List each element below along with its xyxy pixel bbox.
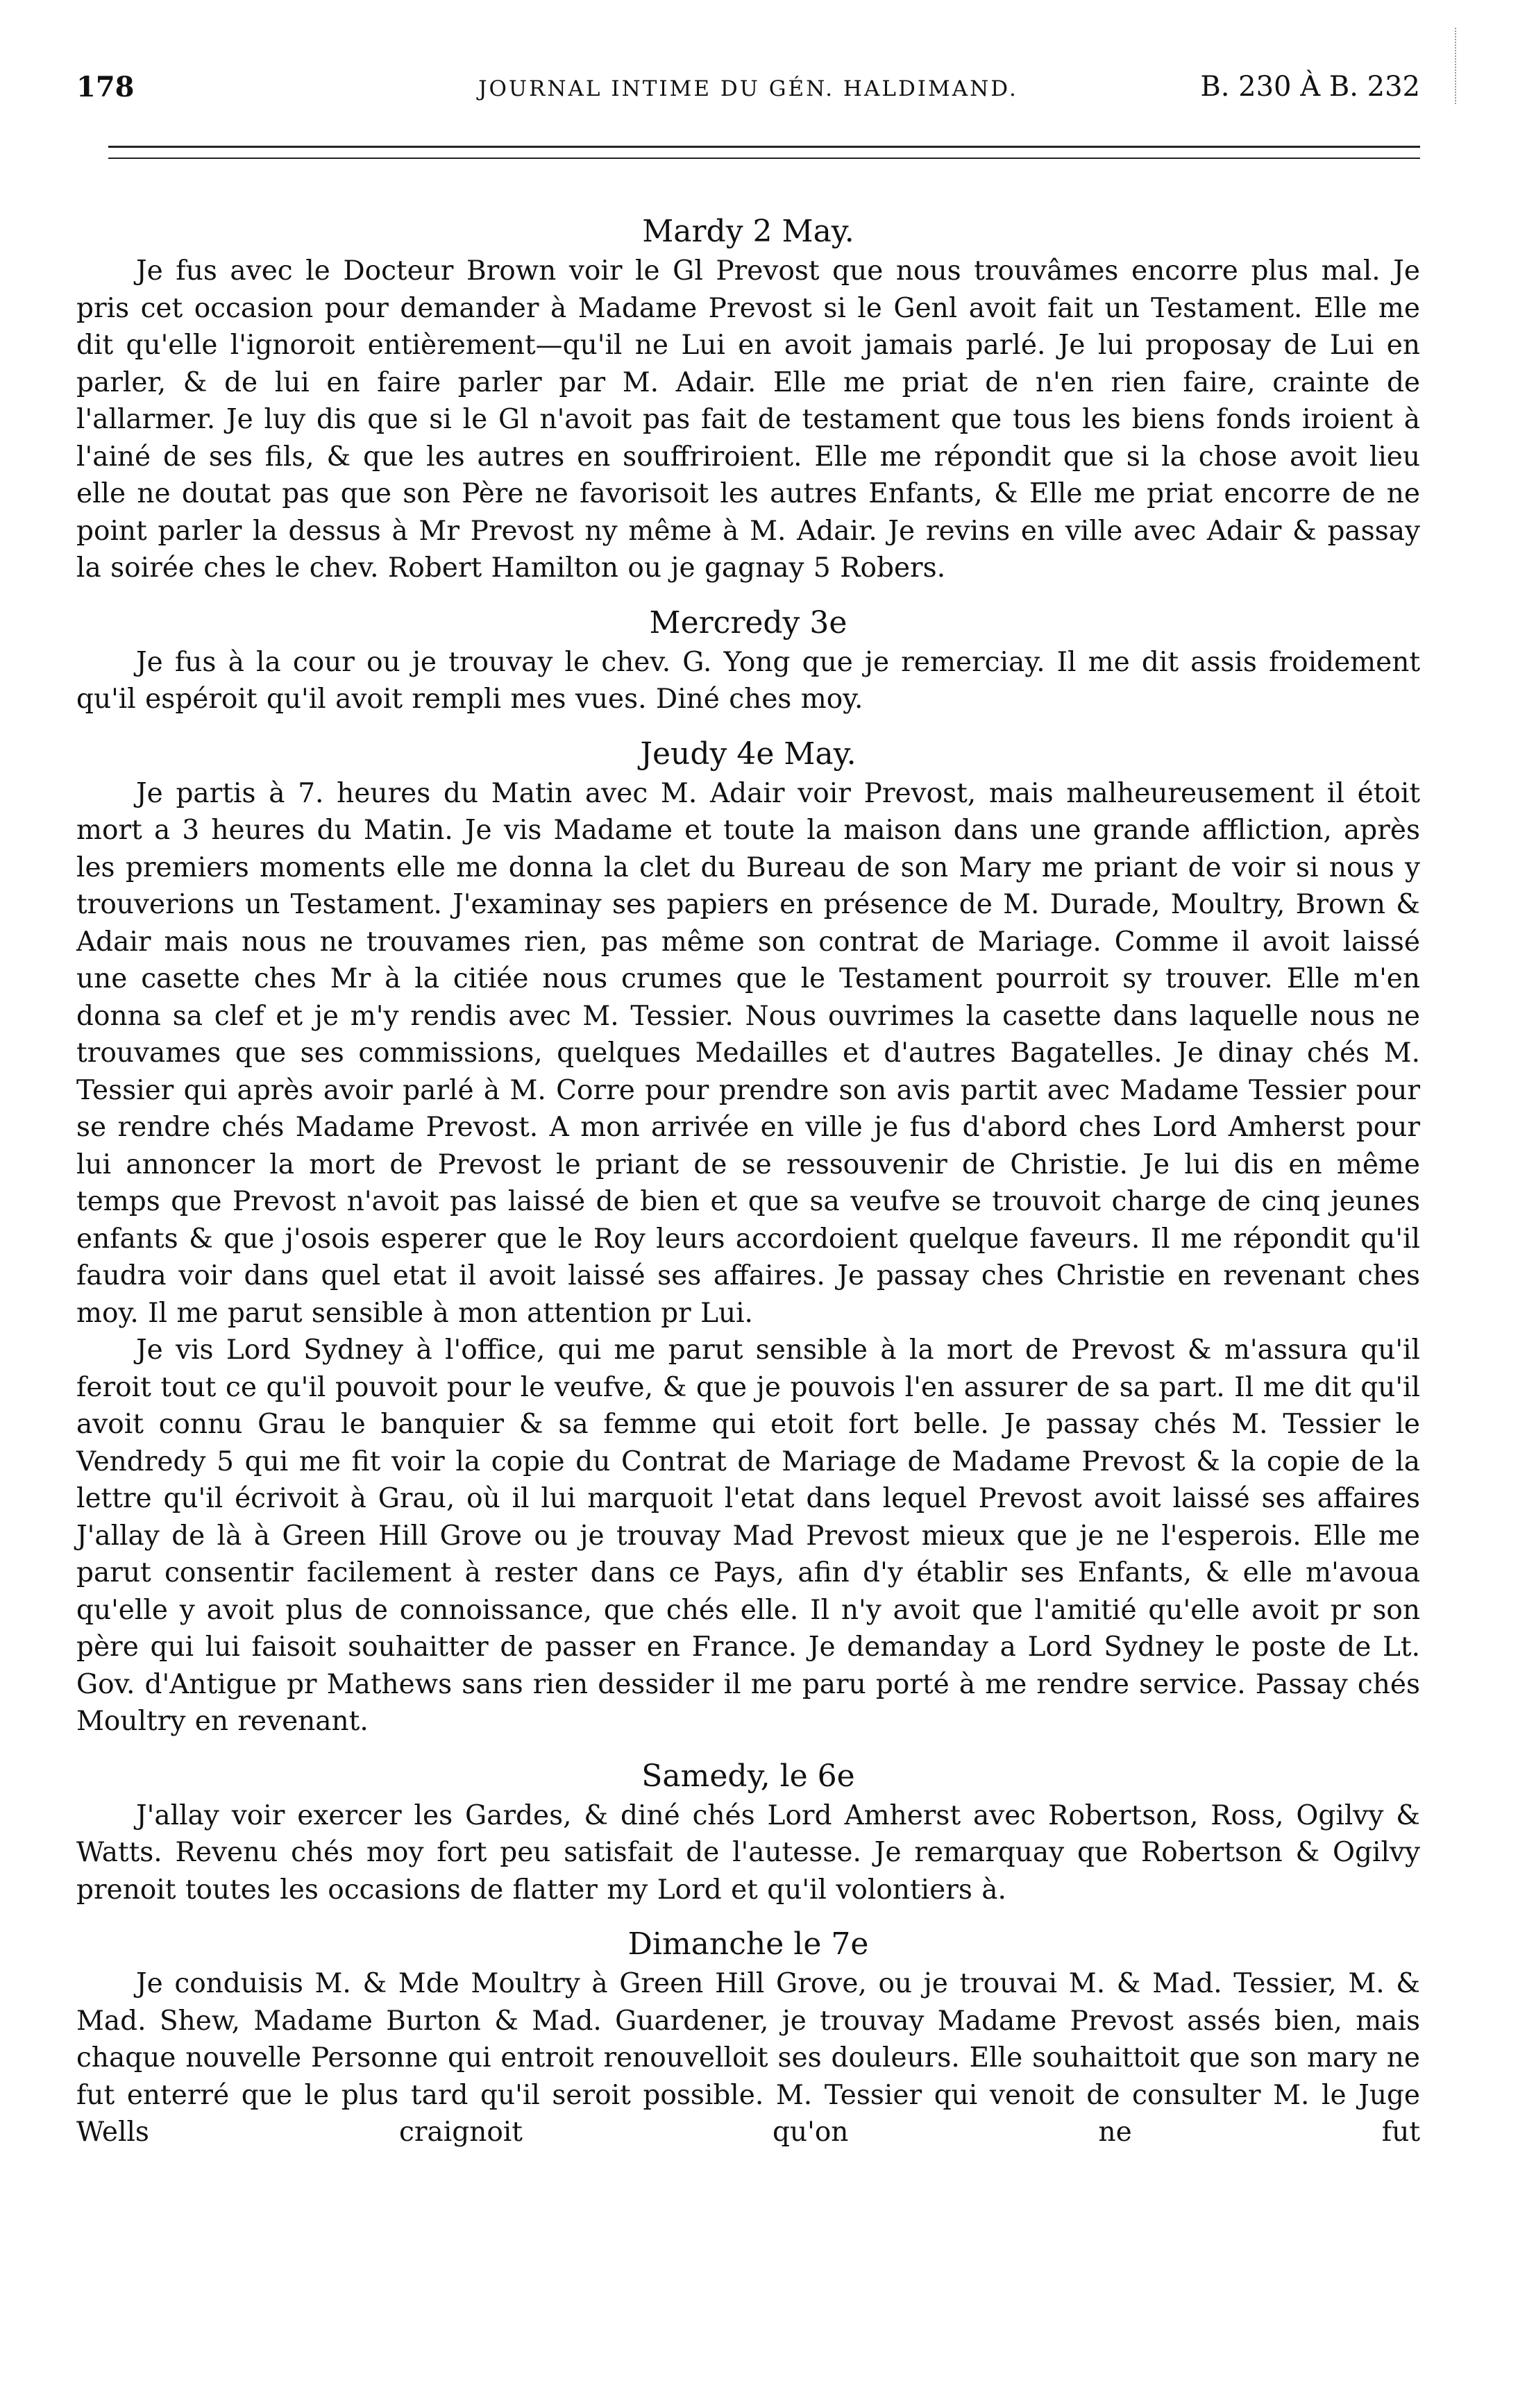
scan-edge-mark	[1455, 28, 1460, 104]
entry-date: Mercredy 3e	[649, 604, 847, 641]
entry-dimanche-7	[76, 1926, 1420, 2151]
document-reference: B. 230 À B. 232	[1200, 71, 1420, 103]
page-number: 178	[76, 71, 135, 103]
header-double-rule	[108, 146, 1420, 159]
entry-date: Samedy, le 6e	[641, 1758, 855, 1794]
entry-text: Je fus avec le Docteur Brown voir le Gl Prevost que nous trouvâmes encorre plus mal. Je pris cet occasion pour demander à Madame Prevost si le Genl avoit fait un Testament. Elle me dit qu'elle l'ignoroit entièrement—qu'il ne Lui en avoit jamais parlé. Je lui proposay de Lui en parler, & de lui en faire parler par M. Adair. Elle me priat de n'en rien faire, crainte de l'allarmer. Je luy dis que si le Gl n'avoit pas fait de testament que tous les biens fonds iroient à l'ainé de ses fils, & que les autres en souffriroient. Elle me répondit que si la chose avoit lieu elle ne doutat pas que son Père ne favorisoit les autres Enfants, & Elle me priat encorre de ne point parler la dessus à Mr Prevost ny même à M. Adair. Je revins en ville avec Adair & passay la soirée ches le chev. Robert Hamilton ou je gagnay 5 Robers.	[76, 255, 1420, 584]
running-head	[76, 0, 1420, 132]
entry-mardy-2-may	[76, 214, 1420, 587]
entry-samedy-6	[76, 1758, 1420, 1909]
entry-text: Je fus à la cour ou je trouvay le chev. G. Yong que je remerciay. Il me dit assis froidement qu'il espéroit qu'il avoit rempli mes vues. Diné ches moy.	[76, 646, 1420, 715]
entry-text: J'allay voir exercer les Gardes, & diné chés Lord Amherst avec Robertson, Ross, Ogilvy & Watts. Revenu chés moy fort peu satisfait de l'autesse. Je remarquay que Robertson & Ogilvy prenoit toutes les occasions de flatter my Lord et qu'il volontiers à.	[76, 1799, 1420, 1906]
running-title: JOURNAL INTIME DU GÉN. HALDIMAND.	[478, 76, 1018, 101]
entry-date: Dimanche le 7e	[627, 1926, 869, 1962]
entry-text-continued: Je vis Lord Sydney à l'office, qui me parut sensible à la mort de Prevost & m'assura qu'il feroit tout ce qu'il pouvoit pour le veufve, & que je pouvois l'en assurer de sa part. Il me dit qu'il avoit connu Grau le banquier & sa femme qui etoit fort belle. Je passay chés M. Tessier le Vendredy 5 qui me fit voir la copie du Contrat de Mariage de Madame Prevost & la copie de la lettre qu'il écrivoit à Grau, où il lui marquoit l'etat dans lequel Prevost avoit laissé ses affaires J'allay de là à Green Hill Grove ou je trouvay Mad Prevost mieux que je ne l'esperois. Elle me parut consentir facilement à rester dans ce Pays, afin d'y établir ses Enfants, & elle m'avoua qu'elle y avoit plus de connoissance, que chés elle. Il n'y avoit que l'amitié qu'elle avoit pr son père qui lui faisoit souhaitter de passer en France. Je demanday a Lord Sydney le poste de Lt. Gov. d'Antigue pr Mathews sans rien dessider il me paru porté à me rendre service. Passay chés Moultry en revenant.	[76, 1334, 1420, 1737]
entry-jeudy-4-may	[76, 736, 1420, 1740]
entry-text: Je partis à 7. heures du Matin avec M. Adair voir Prevost, mais malheureusement il étoit mort a 3 heures du Matin. Je vis Madame et toute la maison dans une grande affliction, après les premiers moments elle me donna la clet du Bureau de son Mary me priant de voir si nous y trouverions un Testament. J'examinay ses papiers en présence de M. Durade, Moultry, Brown & Adair mais nous ne trouvames rien, pas même son contrat de Mariage. Comme il avoit laissé une casette ches Mr à la citiée nous crumes que le Testament pourroit sy trouver. Elle m'en donna sa clef et je m'y rendis avec M. Tessier. Nous ouvrimes la casette dans laquelle nous ne trouvames que ses commissions, quelques Medailles et d'autres Bagatelles. Je dinay chés M. Tessier qui après avoir parlé à M. Corre pour prendre son avis partit avec Madame Tessier pour se rendre chés Madame Prevost. A mon arrivée en ville je fus d'abord ches Lord Amherst pour lui annoncer la mort de Prevost le priant de se ressouvenir de Christie. Je lui dis en même temps que Prevost n'avoit pas laissé de bien et que sa veufve se trouvoit charge de cinq jeunes enfants & que j'osois esperer que le Roy leurs accordoient quelque faveurs. Il me répondit qu'il faudra voir dans quel etat il avoit laissé ses affaires. Je passay ches Christie en revenant ches moy. Il me parut sensible à mon attention pr Lui.	[76, 777, 1420, 1329]
entry-date: Jeudy 4e May.	[640, 736, 857, 772]
entry-date: Mardy 2 May.	[642, 214, 854, 249]
entry-text: Je conduisis M. & Mde Moultry à Green Hill Grove, ou je trouvai M. & Mad. Tessier, M. & Mad. Shew, Madame Burton & Mad. Guardener, je trouvay Madame Prevost assés bien, mais chaque nouvelle Personne qui entroit renouvelloit ses douleurs. Elle souhaittoit que son mary ne fut enterré que le plus tard qu'il seroit possible. M. Tessier qui venoit de consulter M. le Juge Wells craignoit qu'on ne fut	[76, 1968, 1420, 2148]
entry-mercredy-3	[76, 605, 1420, 718]
journal-entries	[76, 132, 1420, 2151]
